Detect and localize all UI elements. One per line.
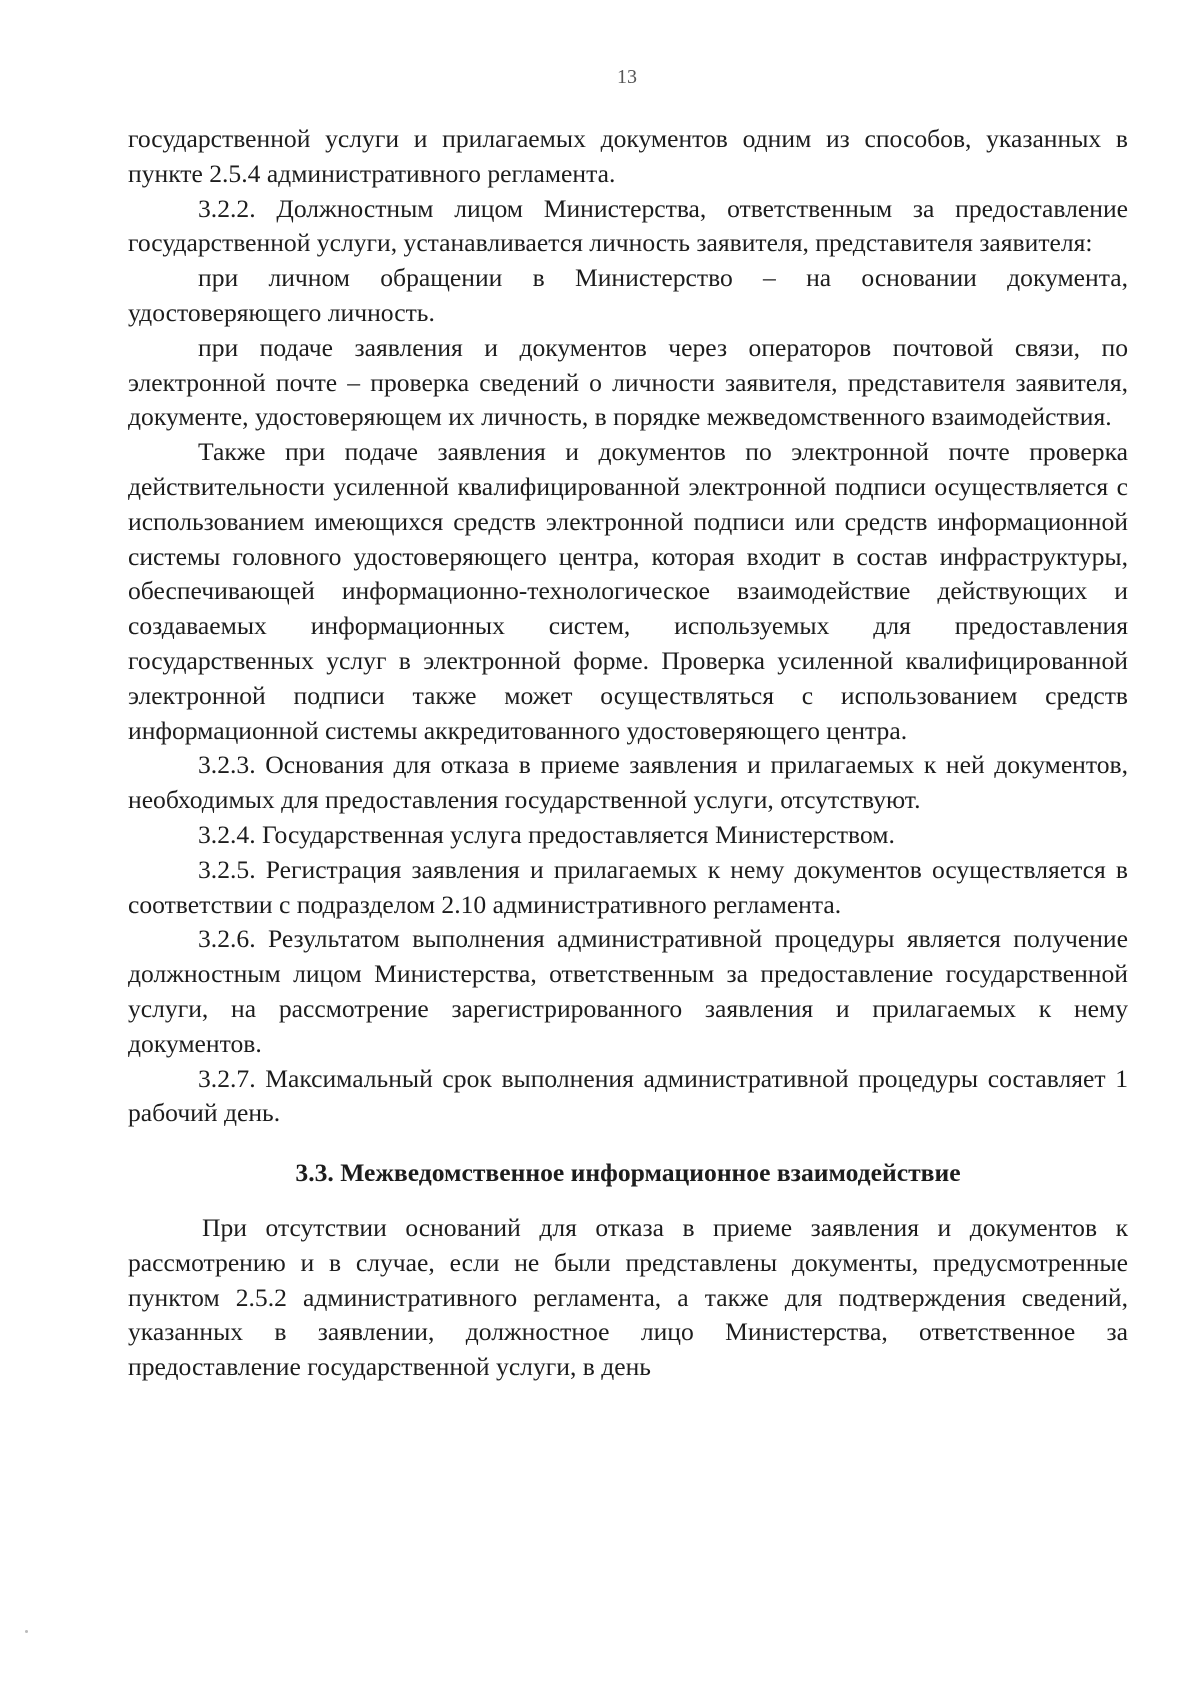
paragraph-3-2-6: 3.2.6. Результатом выполнения административной процедуры является получение должностным лицом Министерства, ответственным за предоставление государственной услуги, на рассмотрение зарегистрированного заявления и прилагаемых к нему документов. [128, 924, 1128, 1058]
scan-speck [25, 1630, 28, 1633]
section-heading: 3.3. Межведомственное информационное взаимодействие [295, 1158, 961, 1188]
paragraph-3-2-5: 3.2.5. Регистрация заявления и прилагаемых к нему документов осуществляется в соответствии с подразделом 2.10 административного регламента. [128, 854, 1128, 919]
document-body [128, 122, 1128, 1385]
paragraph-signature-check: Также при подаче заявления и документов по электронной почте проверка действительности усиленной квалифицированной электронной подписи осуществляется с использованием имеющихся средств электронной подписи или средств информационной системы головного удостоверяющего центра, которая входит в состав инфраструктуры, обеспечивающей информационно-технологическое взаимодействие действующих и создаваемых информационных систем, используемых для предоставления государственных услуг в электронной форме. Проверка усиленной квалифицированной электронной подписи также может осуществляться с использованием средств информационной системы аккредитованного удостоверяющего центра. [128, 437, 1128, 745]
paragraph-section-3-3: При отсутствии оснований для отказа в приеме заявления и документов к рассмотрению и в случае, если не были представлены документы, предусмотренные пунктом 2.5.2 административного регламента, а также для подтверждения сведений, указанных в заявлении, должностное лицо Министерства, ответственное за предоставление государственной услуги, в день [128, 1212, 1128, 1382]
paragraph-3-2-4: 3.2.4. Государственная услуга предоставляется Министерством. [198, 819, 895, 849]
paragraph-continuation: государственной услуги и прилагаемых документов одним из способов, указанных в пункте 2.5.4 административного регламента. [128, 124, 1128, 188]
paragraph-postal-email: при подаче заявления и документов через операторов почтовой связи, по электронной почте – проверка сведений о личности заявителя, представителя заявителя, документе, удостоверяющем их личность, в порядке межведомственного взаимодействия. [128, 332, 1128, 432]
paragraph-3-2-7: 3.2.7. Максимальный срок выполнения административной процедуры составляет 1 рабочий день. [128, 1063, 1128, 1128]
paragraph-3-2-3: 3.2.3. Основания для отказа в приеме заявления и прилагаемых к ней документов, необходимых для предоставления государственной услуги, отсутствуют. [128, 750, 1128, 815]
page-number: 13 [617, 66, 637, 88]
paragraph-personal-visit: при личном обращении в Министерство – на основании документа, удостоверяющего личность. [128, 263, 1128, 327]
paragraph-3-2-2: 3.2.2. Должностным лицом Министерства, ответственным за предоставление государственной услуги, устанавливается личность заявителя, представителя заявителя: [128, 193, 1128, 258]
